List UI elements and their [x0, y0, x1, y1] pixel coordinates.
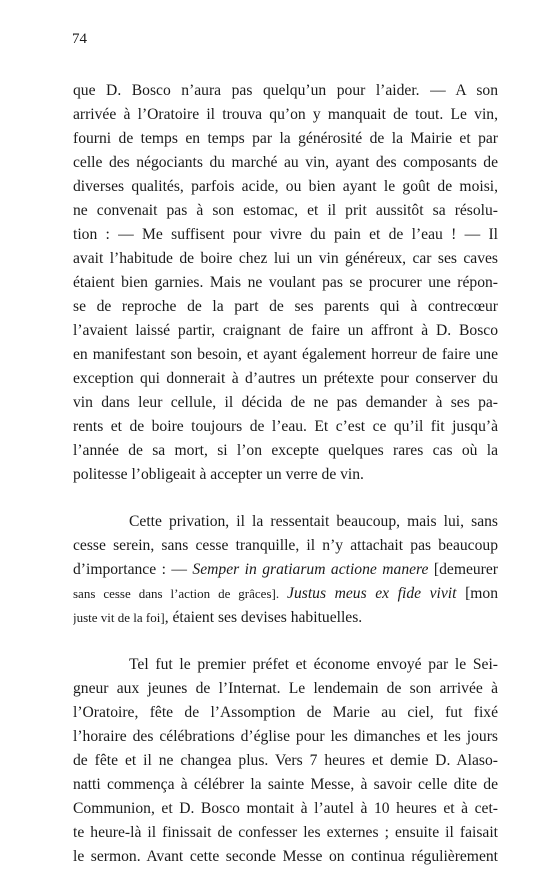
text-line — [73, 582, 498, 606]
text-line: celle des négociants du marché au vin, ayant des composants de — [73, 154, 498, 171]
text-run: [demeurer — [428, 561, 498, 578]
paragraph-1 — [73, 79, 498, 487]
text-line: étaient bien garnies. Mais ne voulant pas se procurer une répon- — [73, 274, 498, 291]
translation-text: juste vit de la foi] — [73, 610, 165, 625]
text-line: ne convenait pas à son estomac, et il prit aussitôt sa résolu- — [73, 202, 498, 219]
body-text — [73, 79, 498, 869]
text-run: , étaient ses devises habituelles. — [164, 609, 363, 626]
text-line: de fête et il ne changea plus. Vers 7 heures et demie D. Alaso- — [73, 752, 498, 769]
text-line: fourni de temps en temps par la générosité de la Mairie et par — [73, 130, 498, 147]
text-line: avait l’habitude de boire chez lui un vin généreux, car ses caves — [73, 250, 498, 267]
paragraph-2 — [73, 510, 498, 630]
text-line: exception qui donnerait à d’autres un prétexte pour conserver du — [73, 370, 498, 387]
translation-text: sans cesse dans l’action de grâces]. — [73, 586, 288, 601]
latin-quote: Justus meus ex fide vivit — [287, 585, 457, 602]
text-line: Cette privation, il la ressentait beaucoup, mais lui, sans — [129, 513, 498, 530]
text-line: en manifestant son besoin, et ayant également horreur de faire une — [73, 346, 498, 363]
text-line: l’horaire des célébrations d’église pour les dimanches et les jours — [73, 728, 498, 745]
text-line: l’Oratoire, fête de l’Assomption de Marie au ciel, fut fixé — [73, 704, 498, 721]
text-line — [73, 558, 498, 582]
paragraph-3 — [73, 653, 498, 869]
latin-quote: Semper in gratiarum actione manere — [192, 561, 429, 578]
text-run: [mon — [456, 585, 498, 602]
text-line: Tel fut le premier préfet et économe envoyé par le Sei- — [129, 656, 498, 673]
text-line: Communion, et D. Bosco montait à l’autel à 10 heures et à cet- — [73, 800, 498, 817]
text-line: se de reproche de la part de ses parents qui à contrecœur — [73, 298, 498, 315]
text-line: natti commença à célébrer la sainte Messe, à savoir celle dite de — [73, 776, 498, 793]
text-line: l’avaient laissé partir, craignant de faire un affront à D. Bosco — [73, 322, 498, 339]
text-run: d’importance : — — [73, 561, 193, 578]
text-line: gneur aux jeunes de l’Internat. Le lendemain de son arrivée à — [73, 680, 498, 697]
text-line: diverses qualités, parfois acide, ou bien ayant le goût de moisi, — [73, 178, 498, 195]
text-line: que D. Bosco n’aura pas quelqu’un pour l’aider. — A son — [73, 82, 498, 99]
text-line: tion : — Me suffisent pour vivre du pain et de l’eau ! — Il — [73, 226, 498, 243]
text-line: arrivée à l’Oratoire il trouva qu’on y manquait de tout. Le vin, — [73, 106, 498, 123]
text-line: cesse serein, sans cesse tranquille, il n’y attachait pas beaucoup — [73, 537, 498, 554]
text-line: vin dans leur cellule, il décida de ne pas demander à ses pa- — [73, 394, 498, 411]
text-line: le sermon. Avant cette seconde Messe on continua régulièrement — [73, 848, 498, 865]
text-line: rents et de boire toujours de l’eau. Et c’est ce qu’il fit jusqu’à — [73, 418, 498, 435]
page-number: 74 — [72, 31, 87, 47]
text-line — [73, 606, 498, 630]
text-line: te heure-là il finissait de confesser les externes ; ensuite il faisait — [73, 824, 498, 841]
text-line: l’année de sa mort, si l’on excepte quelques rares cas où la — [73, 442, 498, 459]
text-line: politesse l’obligeait à accepter un verre de vin. — [73, 466, 364, 483]
